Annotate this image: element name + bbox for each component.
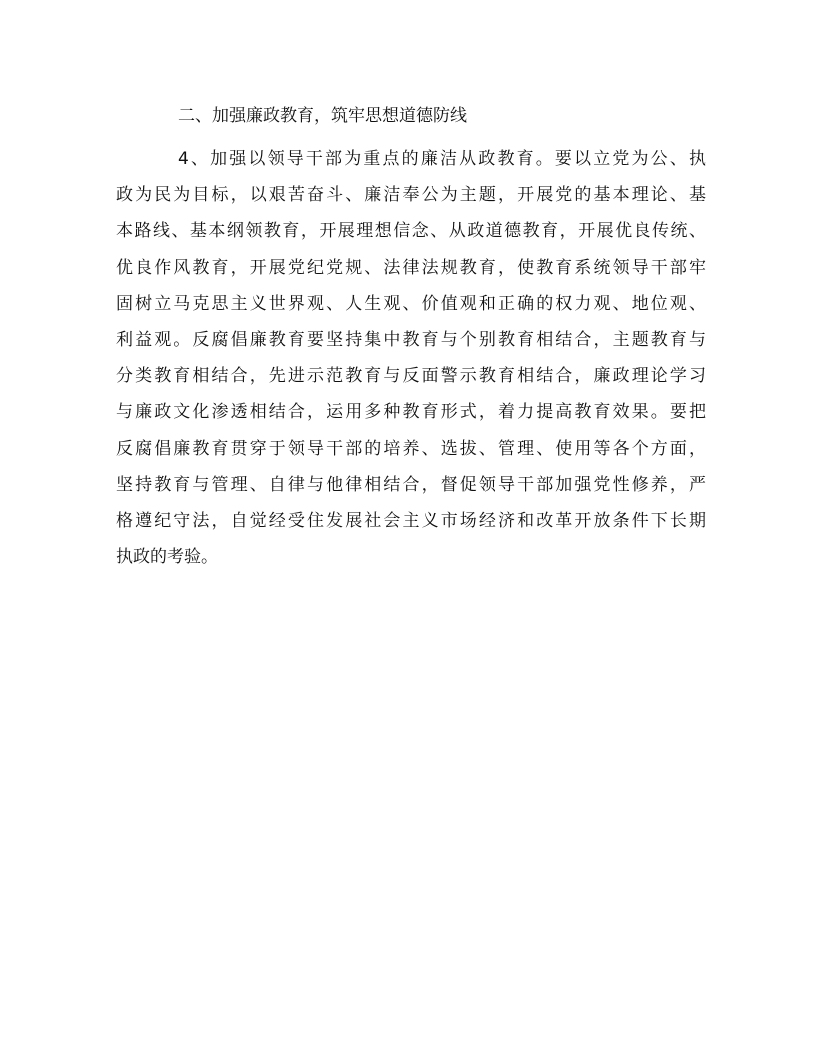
paragraph-body [116,144,706,578]
paragraph-line: 与廉政文化渗透相结合，运用多种教育形式，着力提高教育效果。要把 [116,402,706,423]
section-heading: 二、加强廉政教育，筑牢思想道德防线 [178,106,467,126]
paragraph-line: 优良作风教育，开展党纪党规、法律法规教育，使教育系统领导干部牢 [116,257,706,278]
paragraph-line: 格遵纪守法，自觉经受住发展社会主义市场经济和改革开放条件下长期 [116,510,706,531]
paragraph-line-last: 执政的考验。 [116,547,218,568]
paragraph-line: 4、加强以领导干部为重点的廉洁从政教育。要以立党为公、执 [178,149,706,169]
paragraph-line: 政为民为目标，以艰苦奋斗、廉洁奉公为主题，开展党的基本理论、基 [116,185,706,206]
paragraph-line: 固树立马克思主义世界观、人生观、价值观和正确的权力观、地位观、 [116,293,706,314]
paragraph-line: 分类教育相结合，先进示范教育与反面警示教育相结合，廉政理论学习 [116,366,706,387]
paragraph-line: 本路线、基本纲领教育，开展理想信念、从政道德教育，开展优良传统、 [116,221,706,242]
paragraph-line: 利益观。反腐倡廉教育要坚持集中教育与个别教育相结合，主题教育与 [116,329,706,350]
paragraph-line: 坚持教育与管理、自律与他律相结合，督促领导干部加强党性修养，严 [116,474,706,495]
paragraph-line: 反腐倡廉教育贯穿于领导干部的培养、选拔、管理、使用等各个方面， [116,438,706,459]
